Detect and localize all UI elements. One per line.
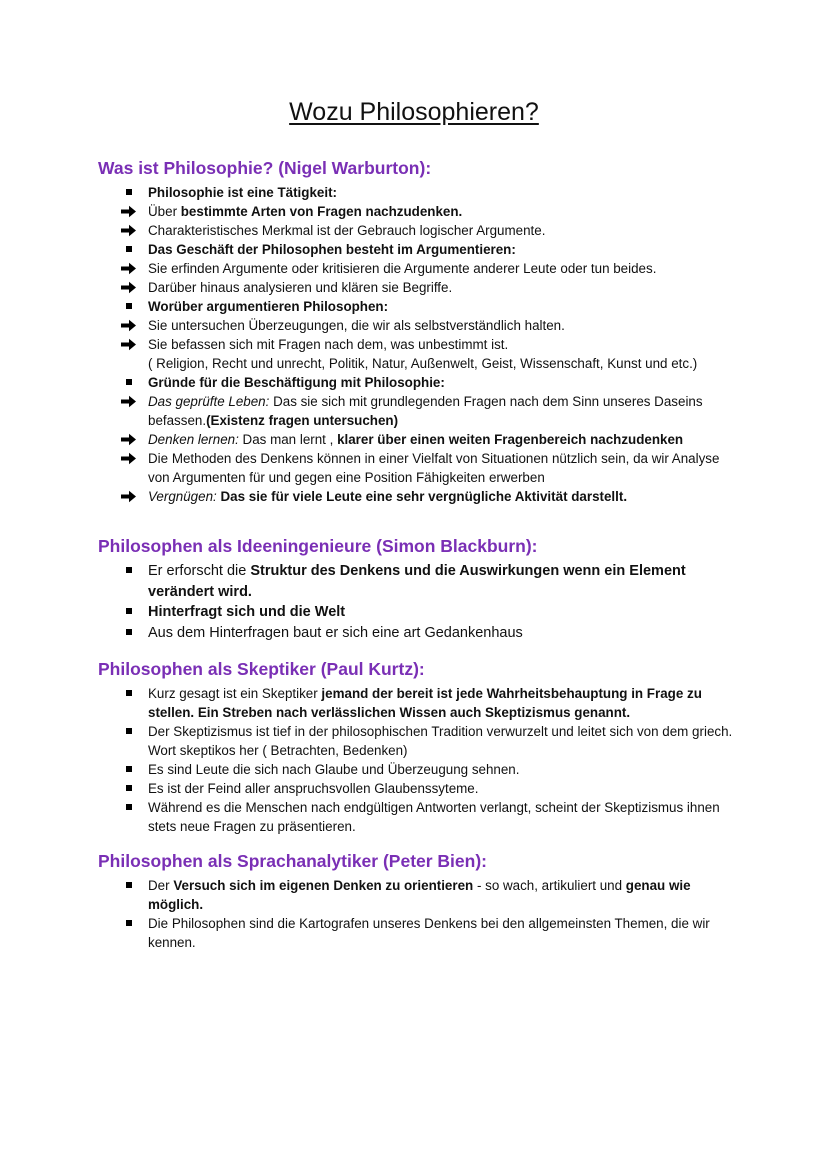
item-text: Struktur des Denkens und die Auswirkungen wenn ein Element verändert wird. bbox=[148, 563, 686, 600]
list-item bbox=[98, 760, 738, 779]
item-text: ( Religion, Recht und unrecht, Politik, Natur, Außenwelt, Geist, Wissenschaft, Kunst und etc.) bbox=[148, 356, 698, 371]
list-item bbox=[98, 914, 738, 952]
item-text: Versuch sich im eigenen Denken zu orientieren bbox=[173, 878, 474, 893]
item-text: klarer über einen weiten Fragenbereich nachzudenken bbox=[337, 432, 684, 447]
arrow-bullet-icon bbox=[120, 430, 140, 449]
item-text: Es sind Leute die sich nach Glaube und Überzeugung sehnen. bbox=[148, 762, 520, 777]
list-item bbox=[98, 449, 738, 487]
page-title: Wozu Philosophieren? bbox=[289, 98, 539, 126]
list-item bbox=[98, 430, 738, 449]
arrow-bullet-icon bbox=[120, 335, 140, 354]
section-warburton bbox=[98, 156, 738, 506]
list-item bbox=[98, 278, 738, 297]
item-text: genau wie möglich. bbox=[148, 878, 691, 912]
item-text: Das Geschäft der Philosophen besteht im Argumentieren: bbox=[148, 242, 516, 257]
list-item bbox=[98, 316, 738, 335]
item-text: Das geprüfte Leben: bbox=[148, 394, 270, 409]
section-heading: Was ist Philosophie? (Nigel Warburton): bbox=[98, 158, 432, 178]
arrow-bullet-icon bbox=[120, 278, 140, 297]
list-item bbox=[98, 487, 738, 506]
list-item bbox=[98, 297, 738, 316]
section-heading: Philosophen als Ideeningenieure (Simon Blackburn): bbox=[98, 536, 538, 556]
item-text: Charakteristisches Merkmal ist der Gebrauch logischer Argumente. bbox=[148, 223, 546, 238]
arrow-bullet-icon bbox=[120, 259, 140, 278]
item-text: Während es die Menschen nach endgültigen Antworten verlangt, scheint der Skeptizismus ihnen stets neue Fragen zu präsentieren. bbox=[148, 800, 720, 834]
item-text: Kurz gesagt ist ein Skeptiker bbox=[148, 686, 322, 701]
item-text: Sie untersuchen Überzeugungen, die wir als selbstverständlich halten. bbox=[148, 318, 565, 333]
item-text: Er erforscht die bbox=[148, 563, 251, 579]
list-item bbox=[98, 335, 738, 354]
arrow-bullet-icon bbox=[120, 449, 140, 468]
list-item bbox=[98, 202, 738, 221]
item-text: Gründe für die Beschäftigung mit Philosophie: bbox=[148, 375, 445, 390]
list-item bbox=[98, 876, 738, 914]
arrow-bullet-icon bbox=[120, 487, 140, 506]
item-list bbox=[98, 684, 738, 836]
item-text: Hinterfragt sich und die Welt bbox=[148, 604, 346, 620]
section-blackburn bbox=[98, 534, 738, 643]
list-item bbox=[98, 183, 738, 202]
arrow-bullet-icon bbox=[120, 221, 140, 240]
item-text: Aus dem Hinterfragen baut er sich eine art Gedankenhaus bbox=[148, 624, 523, 641]
item-list bbox=[98, 183, 738, 506]
list-item bbox=[98, 392, 738, 430]
item-text: Über bbox=[148, 204, 181, 219]
item-text: Die Methoden des Denkens können in einer Vielfalt von Situationen nützlich sein, da wir Analyse von Argumenten für und gegen eine Position Fähigkeiten erwerben bbox=[148, 451, 720, 485]
item-text: Der Skeptizismus ist tief in der philosophischen Tradition verwurzelt und leitet sich von dem griech. Wort skeptikos her ( Betrachten, Bedenken) bbox=[148, 724, 733, 758]
list-item bbox=[98, 561, 738, 602]
section-heading: Philosophen als Sprachanalytiker (Peter Bien): bbox=[98, 851, 487, 871]
item-text: Das sie sich mit grundlegenden Fragen nach dem Sinn unseres Daseins befassen. bbox=[148, 394, 703, 428]
item-text: Darüber hinaus analysieren und klären sie Begriffe. bbox=[148, 280, 453, 295]
item-list bbox=[98, 561, 738, 643]
list-item bbox=[98, 623, 738, 644]
item-list bbox=[98, 876, 738, 952]
section-kurtz bbox=[98, 657, 738, 836]
item-text: Es ist der Feind aller anspruchsvollen Glaubenssyteme. bbox=[148, 781, 479, 796]
list-item bbox=[98, 221, 738, 240]
arrow-bullet-icon bbox=[120, 202, 140, 221]
list-item bbox=[98, 373, 738, 392]
section-heading: Philosophen als Skeptiker (Paul Kurtz): bbox=[98, 659, 425, 679]
item-text: Das sie für viele Leute eine sehr vergnügliche Aktivität darstellt. bbox=[220, 489, 628, 504]
item-text: Die Philosophen sind die Kartografen unseres Denkens bei den allgemeinsten Themen, die wir kennen. bbox=[148, 916, 710, 950]
item-text: Vergnügen: bbox=[148, 489, 217, 504]
item-text: (Existenz fragen untersuchen) bbox=[206, 413, 399, 428]
list-item bbox=[98, 602, 738, 623]
item-text: - so wach, artikuliert und bbox=[473, 878, 626, 893]
item-text: Sie befassen sich mit Fragen nach dem, was unbestimmt ist. bbox=[148, 337, 509, 352]
item-text: Das man lernt , bbox=[238, 432, 338, 447]
item-text: Worüber argumentieren Philosophen: bbox=[148, 299, 389, 314]
item-text: Der bbox=[148, 878, 174, 893]
section-bien bbox=[98, 849, 738, 952]
item-text: Sie erfinden Argumente oder kritisieren die Argumente anderer Leute oder tun beides. bbox=[148, 261, 657, 276]
list-item bbox=[98, 354, 738, 373]
list-item bbox=[98, 722, 738, 760]
arrow-bullet-icon bbox=[120, 392, 140, 411]
list-item bbox=[98, 798, 738, 836]
item-text: bestimmte Arten von Fragen nachzudenken. bbox=[180, 204, 463, 219]
item-text: Philosophie ist eine Tätigkeit: bbox=[148, 185, 337, 200]
item-text: Denken lernen: bbox=[148, 432, 239, 447]
list-item bbox=[98, 684, 738, 722]
arrow-bullet-icon bbox=[120, 316, 140, 335]
list-item bbox=[98, 259, 738, 278]
list-item bbox=[98, 240, 738, 259]
item-text: jemand der bereit ist jede Wahrheitsbehauptung in Frage zu stellen. Ein Streben nach verlässlichen Wissen auch Skeptizismus genannt. bbox=[148, 686, 702, 720]
list-item bbox=[98, 779, 738, 798]
